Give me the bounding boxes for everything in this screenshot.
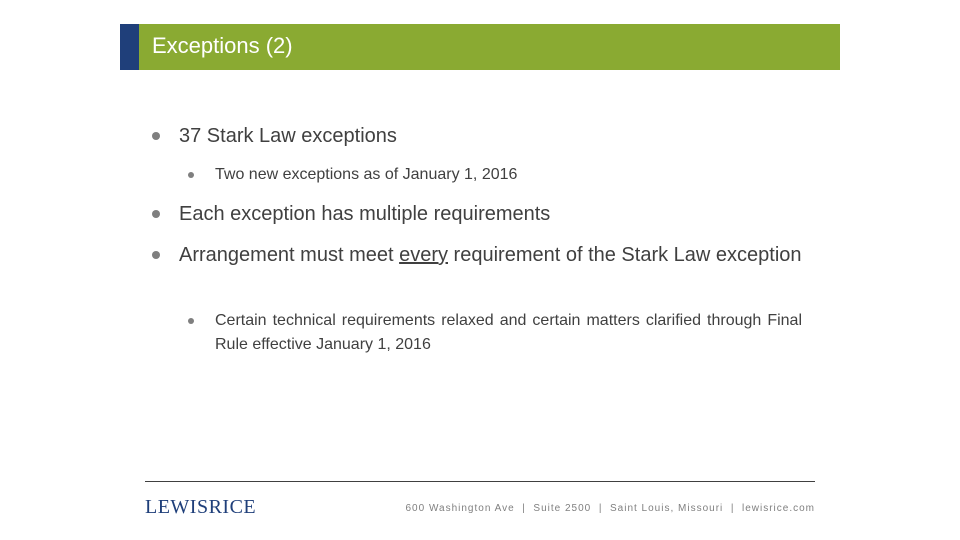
bullet-dot-icon: [152, 210, 160, 218]
footer-divider: [145, 481, 815, 482]
bullet-dot-icon: [152, 132, 160, 140]
bullet-dot-icon: [152, 251, 160, 259]
sub-bullet-text: Two new exceptions as of January 1, 2016: [215, 166, 518, 183]
title-bar: [120, 24, 840, 70]
footer-separator: |: [598, 503, 603, 514]
footer-website: lewisrice.com: [741, 503, 815, 514]
footer-city: Saint Louis, Missouri: [609, 503, 724, 514]
bullet-text-before: Arrangement must meet: [179, 244, 400, 266]
footer-separator: |: [522, 503, 526, 514]
title-accent-block: [120, 24, 139, 70]
sub-bullet-dot-icon: [188, 172, 194, 178]
bullet-text: 37 Stark Law exceptions: [179, 125, 397, 147]
bullet-item: [152, 200, 802, 228]
bullet-item: [152, 241, 802, 269]
footer-contact-info: [406, 503, 816, 514]
footer-suite: Suite 2500: [533, 503, 592, 514]
bullet-text-after: requirement of the Stark Law exception: [448, 244, 802, 266]
bullet-text: Each exception has multiple requirements: [179, 203, 551, 225]
footer-address: 600 Washington Ave: [405, 503, 515, 514]
lewisrice-logo: LEWISRICE: [145, 496, 257, 518]
sub-bullet-item: [188, 163, 802, 187]
bullet-item: [152, 122, 802, 150]
sub-bullet-item: [188, 309, 802, 357]
sub-bullet-text: Certain technical requirements relaxed and certain matters clarified through Final Rule effective January 1, 2016: [215, 312, 802, 353]
footer-separator: |: [730, 503, 735, 514]
bullet-text: [179, 241, 802, 269]
sub-bullet-dot-icon: [188, 318, 194, 324]
bullet-text-emphasis: every: [399, 244, 448, 266]
slide-title: Exceptions (2): [152, 33, 293, 58]
